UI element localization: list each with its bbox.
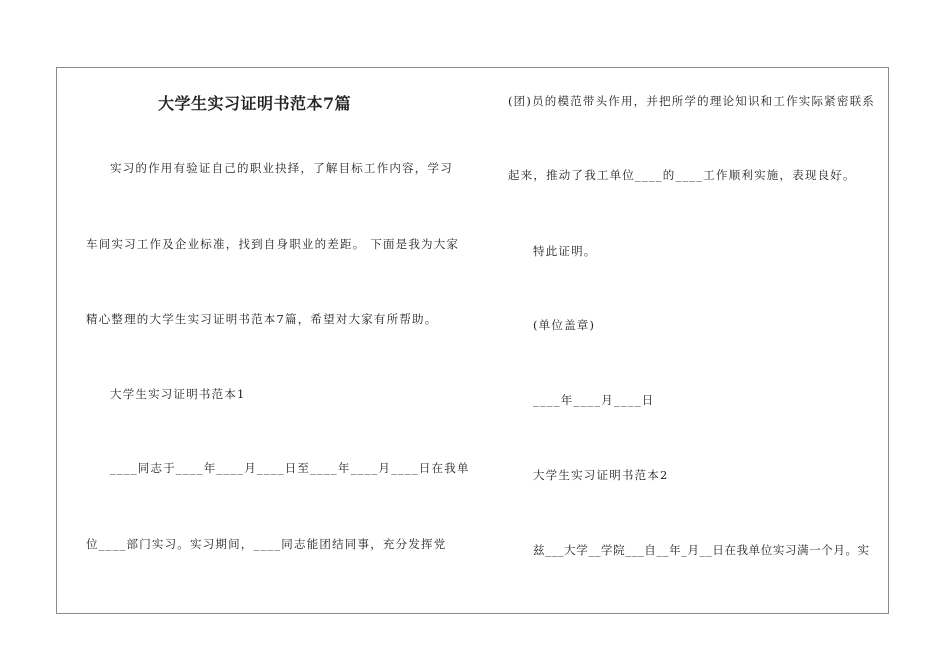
sample-1-line-1: ____同志于____年____月____日至____年____月____日在我单	[110, 461, 470, 475]
intro-line-3: 精心整理的大学生实习证明书范本7篇，希望对大家有所帮助。	[86, 312, 438, 326]
sample-2-line-1: 兹___大学__学院___自__年_月__日在我单位实习满一个月。实	[533, 543, 870, 557]
page-frame	[56, 67, 889, 614]
sample-1-line-4: 起来，推动了我工单位____的____工作顺利实施，表现良好。	[508, 168, 856, 182]
document-title: 大学生实习证明书范本7篇	[158, 94, 352, 113]
intro-line-2: 车间实习工作及企业标准，找到自身职业的差距。 下面是我为大家	[86, 237, 460, 251]
sample-1-line-2: 位____部门实习。实习期间，____同志能团结同事，充分发挥党	[86, 537, 447, 551]
certify-line: 特此证明。	[533, 244, 597, 258]
sample-1-heading: 大学生实习证明书范本1	[110, 387, 246, 401]
seal-line: (单位盖章)	[533, 318, 596, 332]
sample-1-line-3: (团)员的模范带头作用，并把所学的理论知识和工作实际紧密联系	[508, 94, 875, 108]
intro-line-1: 实习的作用有验证自己的职业抉择，了解目标工作内容，学习	[110, 161, 453, 175]
sample-2-heading: 大学生实习证明书范本2	[533, 468, 669, 482]
date-line: ____年____月____日	[533, 393, 655, 407]
